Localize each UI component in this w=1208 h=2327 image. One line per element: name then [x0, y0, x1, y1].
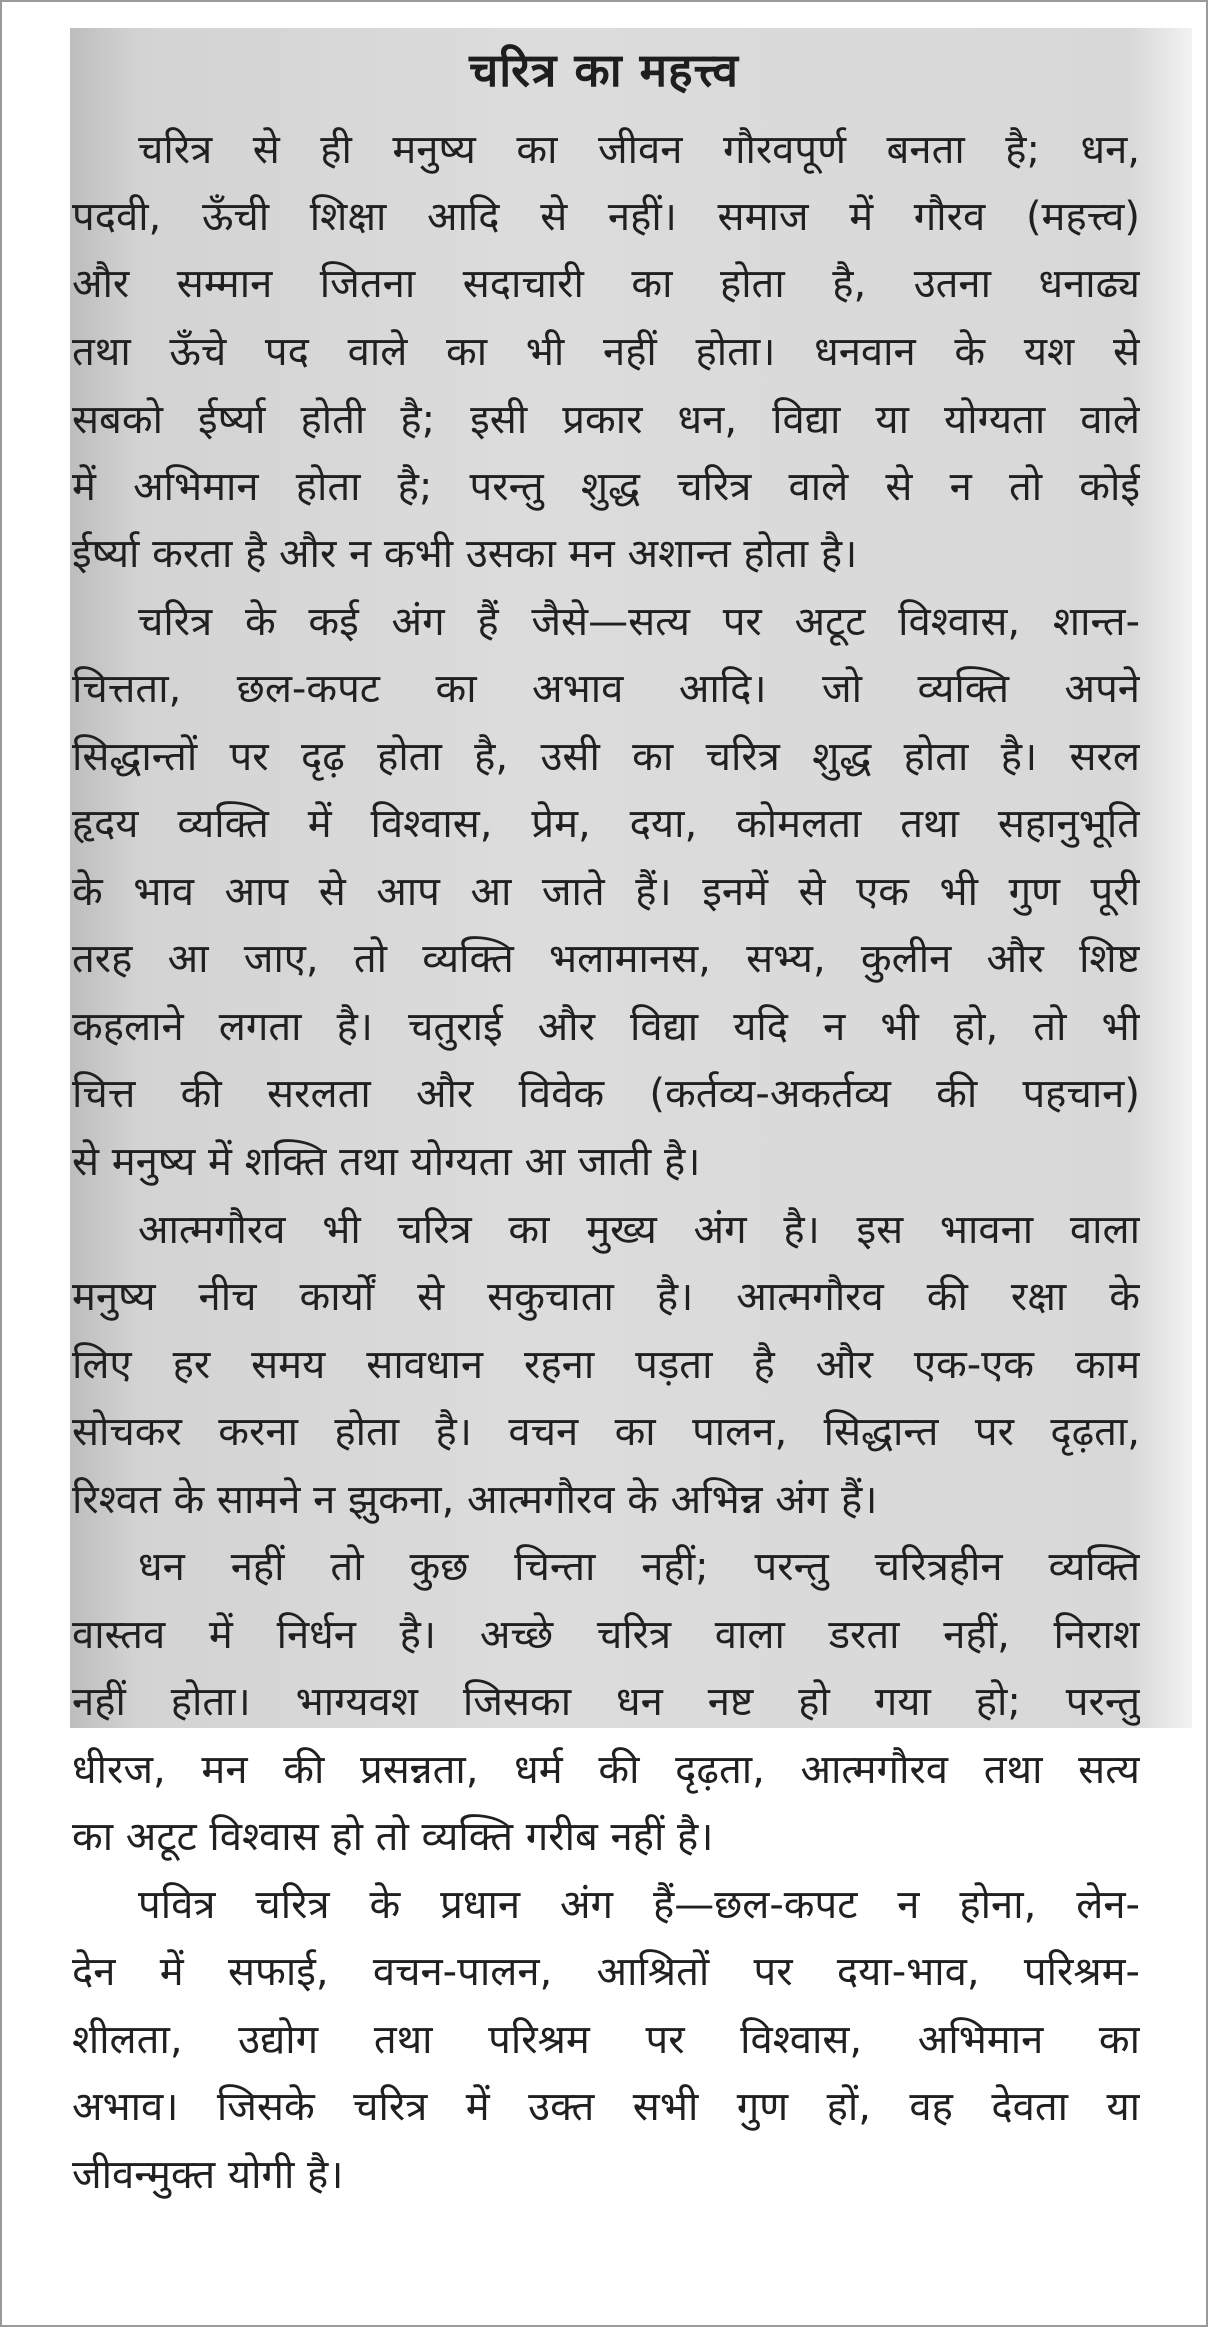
text-line: सोचकर करना होता है। वचन का पालन, सिद्धान्त पर दृढ़ता, [72, 1409, 1140, 1455]
text-line: तरह आ जाए, तो व्यक्ति भलामानस, सभ्य, कुलीन और शिष्ट [72, 936, 1140, 982]
text-line: से मनुष्य में शक्ति तथा योग्यता आ जाती है। [72, 1139, 701, 1185]
text-line: रिश्वत के सामने न झुकना, आत्मगौरव के अभिन्न अंग हैं। [72, 1477, 878, 1523]
text-line: कहलाने लगता है। चतुराई और विद्या यदि न भी हो, तो भी [72, 1004, 1140, 1050]
text-line: और सम्मान जितना सदाचारी का होता है, उतना धनाढ्य [72, 261, 1140, 307]
text-line: लिए हर समय सावधान रहना पड़ता है और एक-एक काम [72, 1342, 1140, 1388]
text-line: तथा ऊँचे पद वाले का भी नहीं होता। धनवान के यश से [72, 329, 1140, 375]
text-line: धन नहीं तो कुछ चिन्ता नहीं; परन्तु चरित्रहीन व्यक्ति [138, 1544, 1140, 1590]
essay-title: चरित्र का महत्त्व [469, 43, 739, 97]
text-line: हृदय व्यक्ति में विश्वास, प्रेम, दया, कोमलता तथा सहानुभूति [72, 801, 1140, 847]
text-line: का अटूट विश्वास हो तो व्यक्ति गरीब नहीं है। [72, 1814, 714, 1860]
text-line: वास्तव में निर्धन है। अच्छे चरित्र वाला डरता नहीं, निराश [72, 1612, 1140, 1658]
text-line: नहीं होता। भाग्यवश जिसका धन नष्ट हो गया हो; परन्तु [72, 1679, 1140, 1725]
text-line: में अभिमान होता है; परन्तु शुद्ध चरित्र वाले से न तो कोई [72, 464, 1140, 510]
text-line: चित्तता, छल-कपट का अभाव आदि। जो व्यक्ति अपने [72, 666, 1140, 712]
text-line: ईर्ष्या करता है और न कभी उसका मन अशान्त होता है। [72, 531, 858, 577]
text-line: के भाव आप से आप आ जाते हैं। इनमें से एक भी गुण पूरी [72, 869, 1140, 915]
text-line: चरित्र के कई अंग हैं जैसे—सत्य पर अटूट विश्वास, शान्त- [138, 599, 1140, 645]
text-line: पवित्र चरित्र के प्रधान अंग हैं—छल-कपट न होना, लेन- [138, 1882, 1140, 1928]
text-line: शीलता, उद्योग तथा परिश्रम पर विश्वास, अभिमान का [72, 2017, 1140, 2063]
text-line: चित्त की सरलता और विवेक (कर्तव्य-अकर्तव्य की पहचान) [72, 1071, 1140, 1117]
text-line: चरित्र से ही मनुष्य का जीवन गौरवपूर्ण बनता है; धन, [138, 127, 1140, 173]
text-line: धीरज, मन की प्रसन्नता, धर्म की दृढ़ता, आत्मगौरव तथा सत्य [72, 1747, 1140, 1793]
text-line: अभाव। जिसके चरित्र में उक्त सभी गुण हों, वह देवता या [72, 2084, 1140, 2130]
text-line: देन में सफाई, वचन-पालन, आश्रितों पर दया-भाव, परिश्रम- [72, 1949, 1140, 1995]
text-line: सिद्धान्तों पर दृढ़ होता है, उसी का चरित्र शुद्ध होता है। सरल [72, 734, 1140, 780]
text-line: पदवी, ऊँची शिक्षा आदि से नहीं। समाज में गौरव (महत्त्व) [72, 194, 1140, 240]
text-line: मनुष्य नीच कार्यों से सकुचाता है। आत्मगौरव की रक्षा के [72, 1274, 1140, 1320]
text-line: सबको ईर्ष्या होती है; इसी प्रकार धन, विद्या या योग्यता वाले [72, 397, 1140, 443]
text-line: आत्मगौरव भी चरित्र का मुख्य अंग है। इस भावना वाला [138, 1207, 1140, 1253]
text-line: जीवन्मुक्त योगी है। [72, 2152, 344, 2198]
